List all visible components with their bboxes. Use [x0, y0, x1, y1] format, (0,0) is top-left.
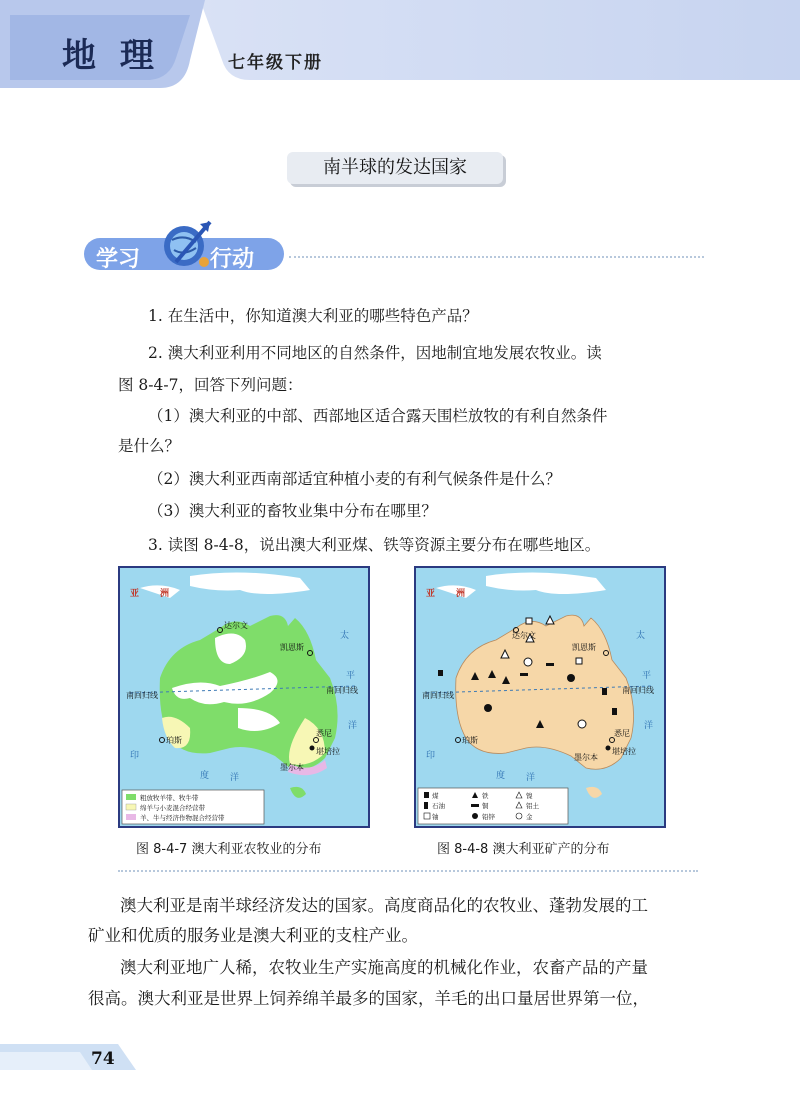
figure-caption-1: 图 8-4-7 澳大利亚农牧业的分布: [136, 842, 322, 857]
ocean-yin: 印: [130, 751, 140, 761]
ocean-yang: 洋: [348, 721, 358, 731]
legend-bauxite: 铝土: [526, 802, 539, 810]
city-melbourne: 墨尔本: [280, 763, 304, 772]
legend-uranium: 铀: [432, 813, 439, 821]
legend-wheat: 绵羊与小麦混合经营带: [140, 804, 205, 812]
ocean-yang2: 洋: [230, 773, 240, 783]
legend-pasture: 粗放牧羊带、牧牛带: [140, 794, 199, 802]
question-2-2: （2）澳大利亚西南部适宜种植小麦的有利气候条件是什么？: [148, 470, 561, 488]
city-perth-2: 珀斯: [462, 736, 478, 745]
question-2-1: （1）澳大利亚的中部、西部地区适合露天围栏放牧的有利自然条件: [148, 407, 608, 425]
ocean-du-2: 度: [496, 771, 506, 781]
activity-label-left: 学习: [96, 247, 141, 272]
tropic-right-2: 南回归线: [622, 686, 654, 695]
legend-gold: 金: [526, 813, 533, 821]
divider: [289, 256, 704, 258]
question-2-1-cont: 是什么？: [118, 437, 181, 455]
body-line-1: 澳大利亚是南半球经济发达的国家。高度商品化的农牧业、蓬勃发展的工: [120, 896, 648, 915]
figure-caption-2: 图 8-4-8 澳大利亚矿产的分布: [437, 842, 610, 857]
city-darwin-2: 达尔文: [512, 631, 536, 640]
label-zhou-2: 洲: [456, 589, 466, 599]
map-agriculture: [118, 566, 370, 828]
ocean-yang2-2: 洋: [526, 773, 536, 783]
legend-leadzinc: 铅锌: [482, 813, 495, 821]
ocean-du: 度: [200, 771, 210, 781]
city-sydney-2: 悉尼: [614, 729, 630, 738]
tropic-left: 南回归线: [126, 691, 158, 700]
section-divider: [118, 870, 698, 872]
page-number-tab: [0, 1038, 140, 1076]
legend-coal: 煤: [432, 792, 439, 800]
ocean-yin-2: 印: [426, 751, 436, 761]
question-2-3: （3）澳大利亚的畜牧业集中分布在哪里？: [148, 502, 437, 520]
ocean-tai-2: 太: [636, 631, 646, 641]
city-cairns-2: 凯恩斯: [572, 643, 596, 652]
legend-copper: 铜: [482, 802, 489, 810]
body-line-4: 很高。澳大利亚是世界上饲养绵羊最多的国家，羊毛的出口量居世界第一位，: [88, 989, 649, 1008]
question-3: 3. 读图 8-4-8，说出澳大利亚煤、铁等资源主要分布在哪些地区。: [148, 536, 601, 554]
tropic-left-2: 南回归线: [422, 691, 454, 700]
legend-oil: 石油: [432, 802, 445, 810]
section-title: 南半球的发达国家: [323, 157, 467, 178]
legend-iron: 铁: [482, 792, 489, 800]
question-2-cont: 图 8-4-7，回答下列问题：: [118, 376, 303, 394]
page-number: 74: [91, 1049, 115, 1069]
city-cairns: 凯恩斯: [280, 643, 304, 652]
body-line-3: 澳大利亚地广人稀，农牧业生产实施高度的机械化作业，农畜产品的产量: [120, 958, 648, 977]
ocean-yang-2: 洋: [644, 721, 654, 731]
city-sydney: 悉尼: [316, 729, 332, 738]
body-line-2: 矿业和优质的服务业是澳大利亚的支柱产业。: [88, 926, 418, 945]
legend-mixed: 羊、牛与经济作物混合经营带: [140, 814, 225, 822]
tropic-right: 南回归线: [326, 686, 358, 695]
ocean-tai: 太: [340, 631, 350, 641]
label-zhou: 洲: [160, 589, 170, 599]
ocean-ping: 平: [346, 671, 356, 681]
city-melbourne-2: 墨尔本: [574, 753, 598, 762]
ocean-ping-2: 平: [642, 671, 652, 681]
city-canberra-2: 堪培拉: [612, 747, 636, 756]
map-minerals: [414, 566, 666, 828]
globe-icon: [170, 232, 198, 260]
question-2: 2. 澳大利亚利用不同地区的自然条件，因地制宜地发展农牧业。读: [148, 344, 602, 362]
book-subtitle: 七年级下册: [228, 53, 323, 73]
city-darwin: 达尔文: [224, 621, 248, 630]
label-asia: 亚: [130, 589, 140, 599]
city-perth: 珀斯: [166, 736, 182, 745]
question-1: 1. 在生活中，你知道澳大利亚的哪些特色产品？: [148, 307, 478, 325]
legend-nickel: 镍: [526, 792, 533, 800]
section-title-box: [287, 152, 503, 184]
book-title: 地 理: [62, 36, 160, 76]
label-asia-2: 亚: [426, 589, 436, 599]
activity-label-right: 行动: [210, 247, 255, 272]
activity-banner: [84, 218, 704, 278]
city-canberra: 堪培拉: [316, 747, 340, 756]
